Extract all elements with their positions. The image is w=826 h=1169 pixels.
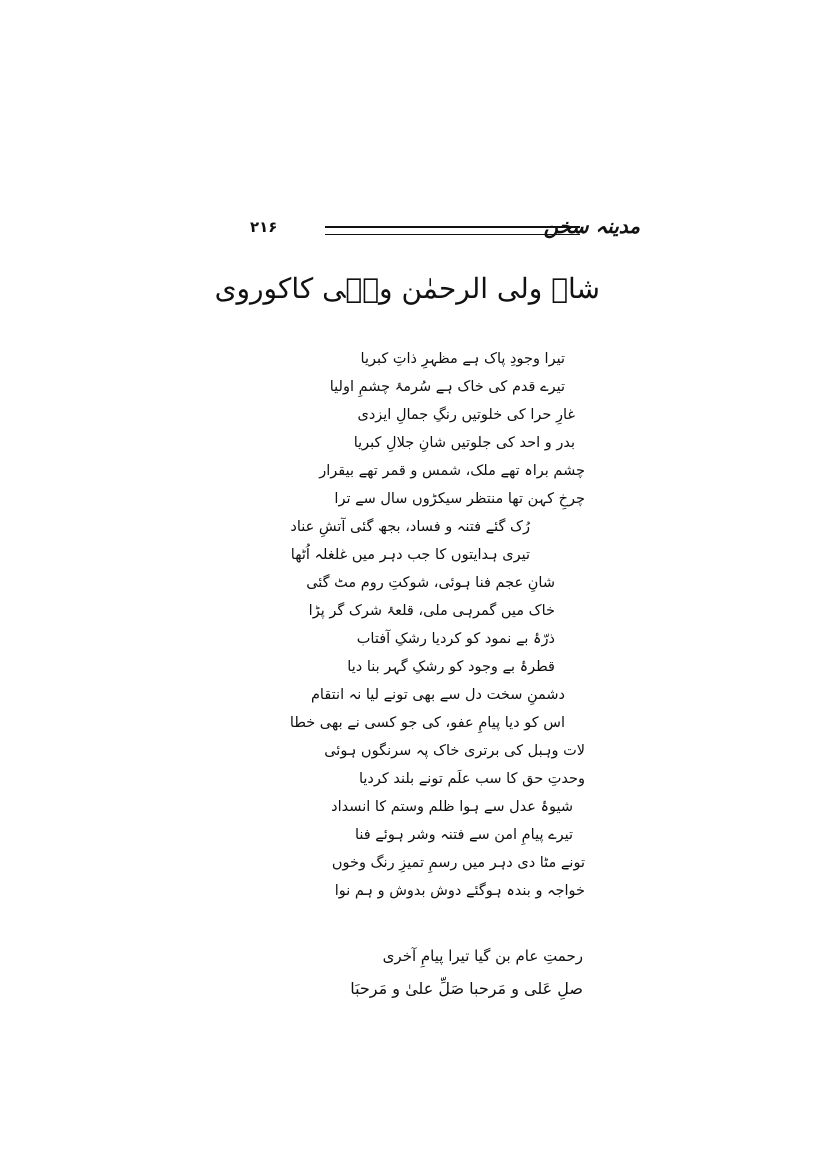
second-hemistich: قطرۂ بے وجود کو رشکِ گہر بنا دیا (347, 659, 555, 675)
second-hemistich: بدر و احد کی جلوتیں شانِ جلالِ کبریا (353, 435, 575, 451)
couplet (0, 849, 826, 905)
second-hemistich: وحدتِ حق کا سب علَم تونے بلند کردیا (358, 771, 585, 787)
couplet (0, 681, 826, 737)
second-hemistich: تیرے قدم کی خاک ہے سُرمۂ چشمِ اولیا (329, 379, 565, 395)
second-hemistich: چرخِ کہن تھا منتظر سیکڑوں سال سے ترا (334, 491, 585, 507)
second-hemistich: تیرے پیامِ امن سے فتنہ وشر ہوئے فنا (354, 827, 573, 843)
couplet (0, 401, 826, 457)
first-hemistich: رُک گئے فتنہ و فساد، بجھ گئی آتشِ عناد (290, 519, 530, 535)
second-hemistich: خواجہ و بندہ ہوگئے دوش بدوش و ہم نوا (334, 883, 585, 899)
salawat-line: صلِ عَلی و مَرحبا صَلِّ علیٰ و مَرحبَا (350, 979, 583, 998)
poem-title: شاہ ولی الرحمٰن ولؔی کاکوروی (214, 272, 600, 305)
first-hemistich: شانِ عجم فنا ہوئی، شوکتِ روم مٹ گئی (306, 575, 555, 591)
second-hemistich: اس کو دیا پیامِ عفو، کی جو کسی نے بھی خطا (289, 715, 565, 731)
couplet (0, 737, 826, 793)
poem-couplets (0, 345, 826, 905)
page-number: ۲۱۶ (250, 218, 278, 236)
couplet (0, 345, 826, 401)
first-hemistich: ذرّۂ بے نمود کو کردیا رشکِ آفتاب (356, 631, 555, 647)
first-hemistich: غارِ حرا کی خلوتیں رنگِ جمالِ ایزدی (357, 407, 575, 423)
couplet (0, 625, 826, 681)
first-hemistich: چشم براہ تھے ملک، شمس و قمر تھے بیقرار (319, 463, 585, 479)
first-hemistich: تونے مٹا دی دہر میں رسمِ تمیزِ رنگ وخوں (331, 855, 585, 871)
first-hemistich: لات وہبل کی برتری خاک پہ سرنگوں ہوئی (324, 743, 585, 759)
poem-closing (0, 940, 826, 1006)
couplet (0, 513, 826, 569)
page-header (250, 214, 640, 246)
couplet (0, 569, 826, 625)
closing-verse: رحمتِ عام بن گیا تیرا پیامِ آخری (382, 947, 583, 965)
first-hemistich: دشمنِ سخت دل سے بھی تونے لیا نہ انتقام (310, 687, 565, 703)
book-title: مدینہ سخن (543, 214, 640, 238)
second-hemistich: خاک میں گمرہی ملی، قلعۂ شرک گر پڑا (308, 603, 555, 619)
couplet (0, 457, 826, 513)
first-hemistich: شیوۂ عدل سے ہوا ظلم وستم کا انسداد (331, 799, 573, 815)
couplet (0, 793, 826, 849)
second-hemistich: تیری ہدایتوں کا جب دہر میں غلغلہ اُٹھا (290, 547, 530, 563)
header-rule (325, 226, 580, 235)
first-hemistich: تیرا وجودِ پاک ہے مظہرِ ذاتِ کبریا (360, 351, 565, 367)
